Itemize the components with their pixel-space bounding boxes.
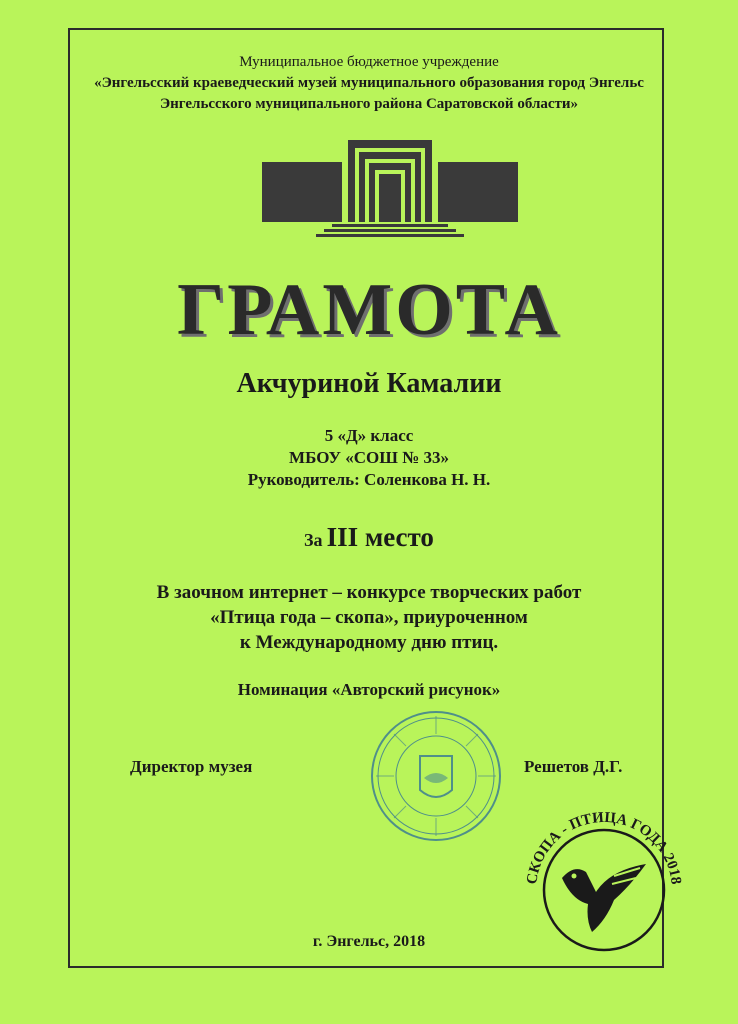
emblem-caption: СКОПА - ПТИЦА ГОДА 2018 — [524, 809, 684, 886]
nomination: Номинация «Авторский рисунок» — [237, 680, 501, 699]
description-line-3: к Международному дню птиц. — [239, 632, 499, 653]
description-line-2: «Птица года – скопа», приуроченном — [210, 607, 528, 628]
official-seal-icon — [368, 708, 504, 844]
director-title: Директор музея — [130, 757, 253, 776]
school-line: МБОУ «СОШ № 33» — [289, 448, 449, 467]
award-place-text: III место — [326, 522, 434, 552]
recipient-name: Акчуриной Камалии — [236, 368, 502, 399]
place-date: г. Энгельс, 2018 — [312, 933, 426, 950]
director-name: Решетов Д.Г. — [524, 757, 623, 776]
svg-text:СКОПА - ПТИЦА ГОДА 2018 — [524, 810, 684, 886]
certificate-title: ГРАМОТА — [177, 269, 561, 351]
class-line: 5 «Д» класс — [324, 426, 414, 445]
description-line-1: В заочном интернет – конкурсе творческих работ — [156, 582, 582, 603]
award-place — [0, 522, 738, 553]
museum-building-icon — [262, 136, 518, 244]
header-museum-name: «Энгельсский краеведческий музей муниципального образования город Энгельс — [94, 75, 644, 91]
leader-line: Руководитель: Соленкова Н. Н. — [247, 470, 491, 489]
award-prefix: За — [304, 530, 323, 550]
header-institution-type: Муниципальное бюджетное учреждение — [239, 54, 499, 70]
header-region: Энгельсского муниципального района Саратовской области» — [159, 96, 579, 112]
